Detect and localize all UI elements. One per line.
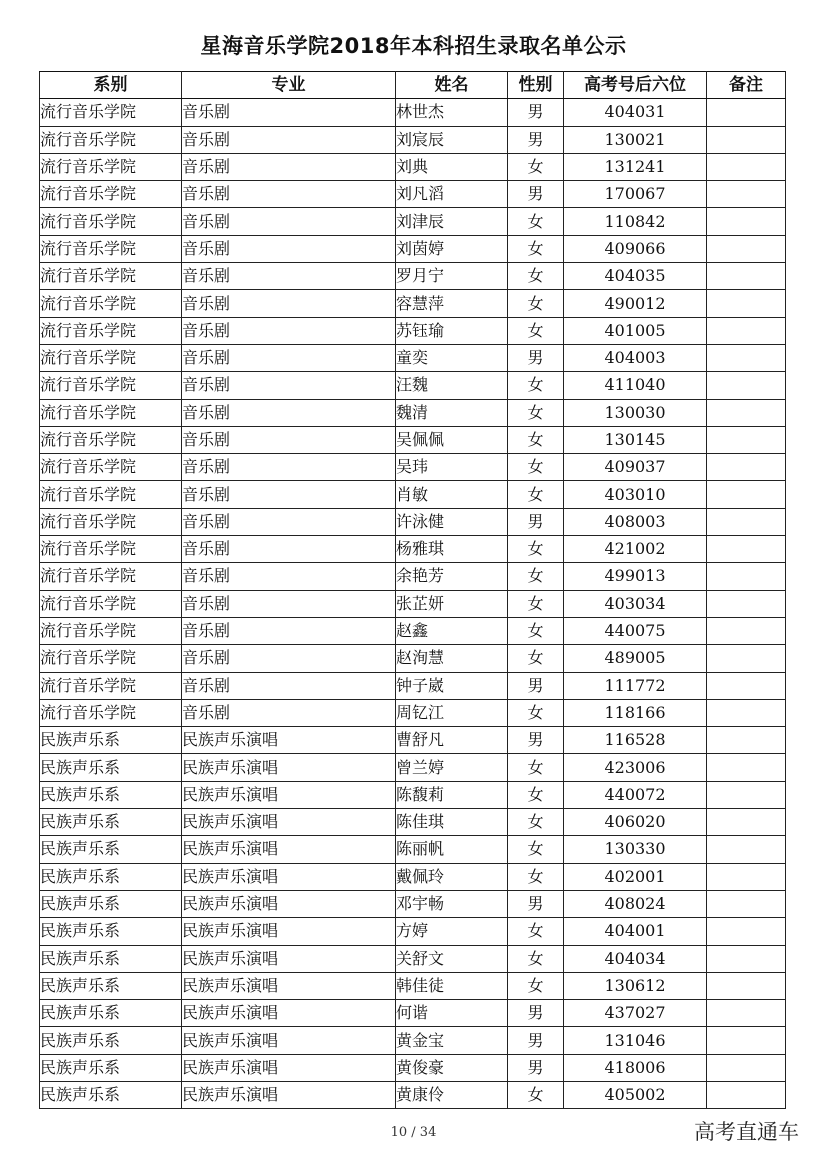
cell-major: 音乐剧 (182, 126, 396, 153)
table-row (40, 1000, 786, 1027)
cell-remarks (707, 699, 786, 726)
cell-major: 音乐剧 (182, 99, 396, 126)
cell-gender: 女 (508, 809, 564, 836)
cell-gender: 女 (508, 645, 564, 672)
cell-gender: 女 (508, 536, 564, 563)
cell-major: 民族声乐演唱 (182, 1054, 396, 1081)
table-row (40, 972, 786, 999)
cell-gender: 女 (508, 208, 564, 235)
table-row (40, 836, 786, 863)
cell-department: 民族声乐系 (40, 1081, 182, 1108)
cell-gender: 女 (508, 235, 564, 262)
cell-remarks (707, 126, 786, 153)
cell-student-name: 何谐 (396, 1000, 508, 1027)
cell-exam-number: 131046 (564, 1027, 707, 1054)
cell-exam-number: 404035 (564, 263, 707, 290)
cell-remarks (707, 263, 786, 290)
header-department: 系别 (40, 72, 182, 99)
cell-remarks (707, 836, 786, 863)
cell-department: 流行音乐学院 (40, 208, 182, 235)
cell-department: 流行音乐学院 (40, 153, 182, 180)
header-exam-number: 高考号后六位 (564, 72, 707, 99)
cell-remarks (707, 481, 786, 508)
cell-department: 流行音乐学院 (40, 563, 182, 590)
cell-gender: 男 (508, 1027, 564, 1054)
cell-remarks (707, 781, 786, 808)
cell-student-name: 赵洵慧 (396, 645, 508, 672)
header-gender: 性别 (508, 72, 564, 99)
cell-student-name: 许泳健 (396, 508, 508, 535)
watermark-text: 高考直通车 (694, 1120, 799, 1144)
table-row (40, 344, 786, 371)
cell-department: 民族声乐系 (40, 863, 182, 890)
cell-gender: 男 (508, 672, 564, 699)
cell-student-name: 吴玮 (396, 454, 508, 481)
table-row (40, 890, 786, 917)
cell-student-name: 汪魏 (396, 372, 508, 399)
cell-exam-number: 130330 (564, 836, 707, 863)
cell-gender: 女 (508, 590, 564, 617)
cell-student-name: 邓宇畅 (396, 890, 508, 917)
cell-student-name: 罗月宁 (396, 263, 508, 290)
table-row (40, 1081, 786, 1108)
cell-remarks (707, 1054, 786, 1081)
cell-student-name: 刘典 (396, 153, 508, 180)
cell-exam-number: 116528 (564, 727, 707, 754)
cell-major: 音乐剧 (182, 699, 396, 726)
cell-department: 流行音乐学院 (40, 290, 182, 317)
table-row (40, 181, 786, 208)
cell-major: 音乐剧 (182, 235, 396, 262)
cell-student-name: 林世杰 (396, 99, 508, 126)
table-row (40, 317, 786, 344)
table-header-row (40, 72, 786, 99)
cell-gender: 女 (508, 454, 564, 481)
table-row (40, 945, 786, 972)
cell-remarks (707, 945, 786, 972)
cell-department: 流行音乐学院 (40, 617, 182, 644)
cell-exam-number: 418006 (564, 1054, 707, 1081)
cell-student-name: 韩佳徒 (396, 972, 508, 999)
cell-student-name: 赵鑫 (396, 617, 508, 644)
table-row (40, 617, 786, 644)
cell-gender: 男 (508, 727, 564, 754)
cell-department: 流行音乐学院 (40, 426, 182, 453)
cell-major: 民族声乐演唱 (182, 1081, 396, 1108)
cell-department: 民族声乐系 (40, 754, 182, 781)
cell-major: 音乐剧 (182, 263, 396, 290)
table-row (40, 727, 786, 754)
cell-gender: 女 (508, 263, 564, 290)
cell-major: 音乐剧 (182, 399, 396, 426)
header-name: 姓名 (396, 72, 508, 99)
cell-remarks (707, 344, 786, 371)
table-row (40, 809, 786, 836)
cell-student-name: 戴佩玲 (396, 863, 508, 890)
cell-department: 流行音乐学院 (40, 372, 182, 399)
cell-exam-number: 404034 (564, 945, 707, 972)
cell-department: 民族声乐系 (40, 1000, 182, 1027)
cell-remarks (707, 536, 786, 563)
cell-remarks (707, 972, 786, 999)
table-row (40, 672, 786, 699)
cell-major: 音乐剧 (182, 672, 396, 699)
cell-gender: 女 (508, 1081, 564, 1108)
cell-remarks (707, 372, 786, 399)
cell-gender: 男 (508, 344, 564, 371)
cell-remarks (707, 809, 786, 836)
cell-major: 音乐剧 (182, 372, 396, 399)
cell-department: 流行音乐学院 (40, 317, 182, 344)
cell-exam-number: 118166 (564, 699, 707, 726)
cell-exam-number: 440075 (564, 617, 707, 644)
cell-gender: 女 (508, 918, 564, 945)
cell-major: 音乐剧 (182, 153, 396, 180)
cell-gender: 男 (508, 890, 564, 917)
table-row (40, 126, 786, 153)
cell-gender: 男 (508, 99, 564, 126)
cell-student-name: 刘茵婷 (396, 235, 508, 262)
cell-major: 音乐剧 (182, 590, 396, 617)
cell-exam-number: 409037 (564, 454, 707, 481)
table-row (40, 290, 786, 317)
cell-student-name: 曾兰婷 (396, 754, 508, 781)
cell-major: 音乐剧 (182, 344, 396, 371)
cell-gender: 男 (508, 126, 564, 153)
cell-exam-number: 111772 (564, 672, 707, 699)
cell-gender: 女 (508, 399, 564, 426)
cell-student-name: 刘宸辰 (396, 126, 508, 153)
cell-exam-number: 401005 (564, 317, 707, 344)
table-row (40, 263, 786, 290)
cell-department: 流行音乐学院 (40, 99, 182, 126)
table-row (40, 208, 786, 235)
cell-student-name: 童奕 (396, 344, 508, 371)
cell-gender: 女 (508, 481, 564, 508)
cell-department: 民族声乐系 (40, 727, 182, 754)
cell-student-name: 曹舒凡 (396, 727, 508, 754)
cell-department: 民族声乐系 (40, 972, 182, 999)
cell-major: 音乐剧 (182, 508, 396, 535)
cell-department: 民族声乐系 (40, 890, 182, 917)
table-row (40, 399, 786, 426)
cell-major: 音乐剧 (182, 290, 396, 317)
cell-exam-number: 489005 (564, 645, 707, 672)
table-row (40, 918, 786, 945)
cell-gender: 女 (508, 945, 564, 972)
cell-major: 民族声乐演唱 (182, 890, 396, 917)
cell-major: 音乐剧 (182, 317, 396, 344)
cell-student-name: 吴佩佩 (396, 426, 508, 453)
table-row (40, 372, 786, 399)
table-row (40, 590, 786, 617)
cell-student-name: 陈佳琪 (396, 809, 508, 836)
cell-department: 民族声乐系 (40, 781, 182, 808)
table-row (40, 1054, 786, 1081)
cell-student-name: 刘凡滔 (396, 181, 508, 208)
cell-exam-number: 411040 (564, 372, 707, 399)
cell-student-name: 黄俊豪 (396, 1054, 508, 1081)
cell-department: 流行音乐学院 (40, 508, 182, 535)
table-row (40, 699, 786, 726)
cell-major: 音乐剧 (182, 426, 396, 453)
cell-remarks (707, 208, 786, 235)
cell-major: 民族声乐演唱 (182, 972, 396, 999)
table-row (40, 508, 786, 535)
cell-gender: 女 (508, 617, 564, 644)
cell-exam-number: 403034 (564, 590, 707, 617)
cell-remarks (707, 590, 786, 617)
page-title: 星海音乐学院2018年本科招生录取名单公示 (200, 34, 627, 58)
table-row (40, 754, 786, 781)
cell-exam-number: 437027 (564, 1000, 707, 1027)
cell-remarks (707, 99, 786, 126)
cell-major: 音乐剧 (182, 208, 396, 235)
cell-remarks (707, 918, 786, 945)
cell-student-name: 刘津辰 (396, 208, 508, 235)
table-row (40, 153, 786, 180)
cell-gender: 女 (508, 972, 564, 999)
cell-department: 民族声乐系 (40, 836, 182, 863)
cell-major: 民族声乐演唱 (182, 727, 396, 754)
cell-department: 流行音乐学院 (40, 454, 182, 481)
cell-remarks (707, 563, 786, 590)
cell-student-name: 钟子崴 (396, 672, 508, 699)
cell-gender: 女 (508, 781, 564, 808)
cell-department: 流行音乐学院 (40, 672, 182, 699)
table-row (40, 645, 786, 672)
table-row (40, 781, 786, 808)
cell-major: 民族声乐演唱 (182, 809, 396, 836)
cell-major: 音乐剧 (182, 563, 396, 590)
cell-exam-number: 130145 (564, 426, 707, 453)
cell-gender: 女 (508, 372, 564, 399)
cell-department: 流行音乐学院 (40, 481, 182, 508)
cell-department: 流行音乐学院 (40, 699, 182, 726)
table-row (40, 563, 786, 590)
cell-exam-number: 408003 (564, 508, 707, 535)
cell-remarks (707, 508, 786, 535)
cell-gender: 女 (508, 754, 564, 781)
cell-student-name: 余艳芳 (396, 563, 508, 590)
cell-student-name: 杨雅琪 (396, 536, 508, 563)
cell-remarks (707, 672, 786, 699)
cell-student-name: 黄金宝 (396, 1027, 508, 1054)
cell-exam-number: 110842 (564, 208, 707, 235)
cell-remarks (707, 153, 786, 180)
cell-remarks (707, 727, 786, 754)
cell-department: 民族声乐系 (40, 809, 182, 836)
cell-gender: 男 (508, 181, 564, 208)
cell-major: 民族声乐演唱 (182, 918, 396, 945)
table-row (40, 235, 786, 262)
cell-exam-number: 404031 (564, 99, 707, 126)
cell-gender: 男 (508, 1000, 564, 1027)
cell-major: 音乐剧 (182, 481, 396, 508)
cell-gender: 女 (508, 426, 564, 453)
cell-gender: 女 (508, 863, 564, 890)
cell-student-name: 张芷妍 (396, 590, 508, 617)
cell-exam-number: 490012 (564, 290, 707, 317)
table-row (40, 863, 786, 890)
cell-major: 民族声乐演唱 (182, 754, 396, 781)
table-row (40, 426, 786, 453)
cell-remarks (707, 1081, 786, 1108)
cell-major: 民族声乐演唱 (182, 1027, 396, 1054)
cell-major: 音乐剧 (182, 536, 396, 563)
cell-gender: 女 (508, 153, 564, 180)
cell-student-name: 陈丽帆 (396, 836, 508, 863)
cell-remarks (707, 617, 786, 644)
cell-major: 音乐剧 (182, 181, 396, 208)
cell-major: 音乐剧 (182, 645, 396, 672)
cell-remarks (707, 454, 786, 481)
cell-gender: 女 (508, 290, 564, 317)
cell-gender: 女 (508, 563, 564, 590)
cell-student-name: 关舒文 (396, 945, 508, 972)
cell-gender: 女 (508, 317, 564, 344)
cell-department: 流行音乐学院 (40, 344, 182, 371)
cell-exam-number: 131241 (564, 153, 707, 180)
cell-exam-number: 130030 (564, 399, 707, 426)
cell-student-name: 陈馥莉 (396, 781, 508, 808)
cell-exam-number: 404001 (564, 918, 707, 945)
cell-student-name: 容慧萍 (396, 290, 508, 317)
cell-gender: 女 (508, 836, 564, 863)
cell-remarks (707, 1027, 786, 1054)
cell-department: 流行音乐学院 (40, 645, 182, 672)
cell-department: 民族声乐系 (40, 1054, 182, 1081)
cell-major: 音乐剧 (182, 617, 396, 644)
cell-exam-number: 403010 (564, 481, 707, 508)
page-number: 10 / 34 (390, 1125, 437, 1140)
cell-student-name: 黄康伶 (396, 1081, 508, 1108)
cell-remarks (707, 181, 786, 208)
cell-exam-number: 423006 (564, 754, 707, 781)
cell-exam-number: 170067 (564, 181, 707, 208)
cell-department: 民族声乐系 (40, 1027, 182, 1054)
cell-student-name: 周钇江 (396, 699, 508, 726)
cell-remarks (707, 399, 786, 426)
table-row (40, 1027, 786, 1054)
cell-exam-number: 406020 (564, 809, 707, 836)
cell-department: 流行音乐学院 (40, 235, 182, 262)
table-row (40, 536, 786, 563)
cell-remarks (707, 754, 786, 781)
cell-major: 音乐剧 (182, 454, 396, 481)
cell-department: 民族声乐系 (40, 918, 182, 945)
cell-exam-number: 440072 (564, 781, 707, 808)
cell-department: 流行音乐学院 (40, 590, 182, 617)
cell-remarks (707, 1000, 786, 1027)
header-major: 专业 (182, 72, 396, 99)
cell-major: 民族声乐演唱 (182, 836, 396, 863)
cell-remarks (707, 317, 786, 344)
cell-gender: 女 (508, 699, 564, 726)
cell-remarks (707, 290, 786, 317)
cell-student-name: 方婷 (396, 918, 508, 945)
table-row (40, 481, 786, 508)
table-body (40, 99, 786, 1109)
table-row (40, 99, 786, 126)
cell-major: 民族声乐演唱 (182, 863, 396, 890)
cell-department: 流行音乐学院 (40, 399, 182, 426)
cell-remarks (707, 890, 786, 917)
cell-exam-number: 409066 (564, 235, 707, 262)
cell-exam-number: 402001 (564, 863, 707, 890)
cell-major: 民族声乐演唱 (182, 945, 396, 972)
cell-major: 民族声乐演唱 (182, 1000, 396, 1027)
cell-remarks (707, 863, 786, 890)
cell-department: 流行音乐学院 (40, 181, 182, 208)
cell-exam-number: 130021 (564, 126, 707, 153)
cell-department: 流行音乐学院 (40, 536, 182, 563)
cell-exam-number: 499013 (564, 563, 707, 590)
cell-department: 民族声乐系 (40, 945, 182, 972)
cell-department: 流行音乐学院 (40, 126, 182, 153)
table-row (40, 454, 786, 481)
cell-student-name: 肖敏 (396, 481, 508, 508)
cell-gender: 男 (508, 508, 564, 535)
header-remarks: 备注 (707, 72, 786, 99)
cell-department: 流行音乐学院 (40, 263, 182, 290)
cell-remarks (707, 426, 786, 453)
cell-exam-number: 130612 (564, 972, 707, 999)
cell-exam-number: 408024 (564, 890, 707, 917)
cell-exam-number: 405002 (564, 1081, 707, 1108)
cell-gender: 男 (508, 1054, 564, 1081)
admission-table (39, 71, 786, 1109)
cell-exam-number: 404003 (564, 344, 707, 371)
cell-exam-number: 421002 (564, 536, 707, 563)
cell-remarks (707, 645, 786, 672)
cell-remarks (707, 235, 786, 262)
cell-major: 民族声乐演唱 (182, 781, 396, 808)
cell-student-name: 苏钰瑜 (396, 317, 508, 344)
cell-student-name: 魏清 (396, 399, 508, 426)
